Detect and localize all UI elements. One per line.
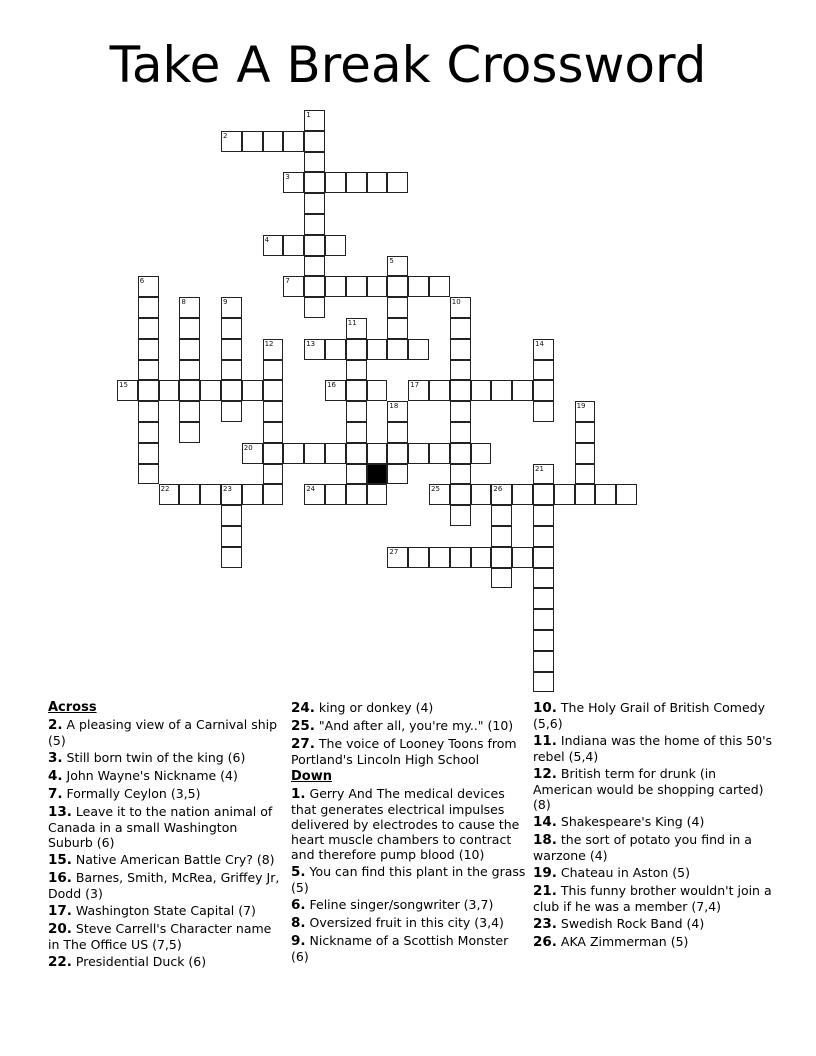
grid-cell[interactable] xyxy=(138,360,159,381)
grid-cell[interactable] xyxy=(575,401,596,422)
grid-cell[interactable] xyxy=(283,443,304,464)
grid-cell[interactable] xyxy=(533,484,554,505)
grid-cell[interactable] xyxy=(263,235,284,256)
grid-cell[interactable] xyxy=(575,422,596,443)
clue-down-12: 12. British term for drunk (in American would be shopping carted) (8) xyxy=(533,766,764,812)
grid-cell[interactable] xyxy=(450,464,471,485)
clue-across-2: 2. A pleasing view of a Carnival ship (5) xyxy=(48,717,278,748)
grid-cell[interactable] xyxy=(450,422,471,443)
grid-cell[interactable] xyxy=(283,276,304,297)
grid-cell[interactable] xyxy=(491,547,512,568)
clue-down-14: 14. Shakespeare's King (4) xyxy=(533,814,705,830)
clue-number: 17 xyxy=(410,381,420,390)
grid-cell[interactable] xyxy=(304,172,325,193)
grid-cell[interactable] xyxy=(450,547,471,568)
grid-cell[interactable] xyxy=(138,422,159,443)
grid-cell[interactable] xyxy=(179,360,200,381)
grid-cell[interactable] xyxy=(533,360,554,381)
clue-down-6: 6. Feline singer/songwriter (3,7) xyxy=(291,897,494,913)
grid-cell[interactable] xyxy=(263,131,284,152)
grid-cell[interactable] xyxy=(283,172,304,193)
clue-number: 8 xyxy=(181,298,186,307)
clue-number: 21 xyxy=(535,464,544,473)
grid-cell[interactable] xyxy=(387,256,408,277)
grid-cell[interactable] xyxy=(575,464,596,485)
clue-across-13: 13. Leave it to the nation animal of Canada in a small Washington Suburb (6) xyxy=(48,804,273,850)
page-title: Take A Break Crossword xyxy=(109,36,707,94)
grid-cell[interactable] xyxy=(408,339,429,360)
grid-cell[interactable] xyxy=(221,297,242,318)
grid-cell[interactable] xyxy=(304,235,325,256)
grid-cell[interactable] xyxy=(533,651,554,672)
grid-cell[interactable] xyxy=(304,214,325,235)
grid-cell[interactable] xyxy=(304,297,325,318)
grid-cell[interactable] xyxy=(138,401,159,422)
grid-cell[interactable] xyxy=(138,464,159,485)
grid-cell[interactable] xyxy=(450,484,471,505)
grid-cell[interactable] xyxy=(533,401,554,422)
clue-number: 22 xyxy=(160,485,170,494)
clue-number: 14 xyxy=(535,339,544,348)
crossword-grid xyxy=(117,110,647,700)
grid-cell[interactable] xyxy=(491,484,512,505)
grid-cell[interactable] xyxy=(387,318,408,339)
grid-cell[interactable] xyxy=(616,484,637,505)
grid-cell[interactable] xyxy=(159,484,180,505)
clue-number: 4 xyxy=(264,235,270,244)
grid-cell[interactable] xyxy=(387,297,408,318)
clue-number: 2 xyxy=(223,131,228,140)
grid-cell[interactable] xyxy=(346,339,367,360)
grid-cell[interactable] xyxy=(387,276,408,297)
grid-cell[interactable] xyxy=(450,297,471,318)
grid-cell[interactable] xyxy=(429,484,450,505)
grid-cell[interactable] xyxy=(304,256,325,277)
grid-cell[interactable] xyxy=(387,547,408,568)
grid-cell[interactable] xyxy=(304,484,325,505)
grid-cell[interactable] xyxy=(471,380,492,401)
grid-cell[interactable] xyxy=(138,297,159,318)
grid-cell[interactable] xyxy=(367,484,388,505)
clue-across-25: 25. "And after all, you're my.." (10) xyxy=(291,718,514,734)
grid-cell[interactable] xyxy=(367,172,388,193)
grid-cell[interactable] xyxy=(325,484,346,505)
grid-cell[interactable] xyxy=(242,443,263,464)
grid-cell[interactable] xyxy=(387,464,408,485)
clues-column-2 xyxy=(291,700,529,966)
grid-cell[interactable] xyxy=(263,401,284,422)
grid-cell[interactable] xyxy=(179,380,200,401)
grid-cell[interactable] xyxy=(263,380,284,401)
clue-number: 10 xyxy=(451,298,461,307)
clue-number: 6 xyxy=(139,277,145,286)
grid-cell[interactable] xyxy=(138,318,159,339)
grid-cell[interactable] xyxy=(325,235,346,256)
grid-cell[interactable] xyxy=(138,380,159,401)
grid-cell[interactable] xyxy=(533,339,554,360)
across-heading: Across xyxy=(48,700,97,715)
grid-cell[interactable] xyxy=(304,110,325,131)
grid-cell[interactable] xyxy=(304,276,325,297)
clue-across-3: 3. Still born twin of the king (6) xyxy=(48,750,246,766)
grid-cell[interactable] xyxy=(429,276,450,297)
clue-down-23: 23. Swedish Rock Band (4) xyxy=(533,916,705,932)
grid-cell[interactable] xyxy=(346,401,367,422)
grid-cell[interactable] xyxy=(221,360,242,381)
grid-cell[interactable] xyxy=(408,443,429,464)
grid-cell[interactable] xyxy=(387,401,408,422)
clue-number: 18 xyxy=(389,402,399,411)
grid-cell[interactable] xyxy=(346,422,367,443)
clue-down-11: 11. Indiana was the home of this 50's rebel (5,4) xyxy=(533,733,773,764)
grid-cell[interactable] xyxy=(512,547,533,568)
grid-cell[interactable] xyxy=(554,484,575,505)
grid-cell[interactable] xyxy=(179,339,200,360)
grid-cell[interactable] xyxy=(179,318,200,339)
grid-cell[interactable] xyxy=(408,276,429,297)
grid-cell[interactable] xyxy=(387,172,408,193)
grid-cell[interactable] xyxy=(325,172,346,193)
grid-cell[interactable] xyxy=(346,172,367,193)
grid-cell[interactable] xyxy=(242,380,263,401)
clue-across-7: 7. Formally Ceylon (3,5) xyxy=(48,786,201,802)
grid-cell[interactable] xyxy=(533,568,554,589)
grid-cell[interactable] xyxy=(346,484,367,505)
grid-cell[interactable] xyxy=(595,484,616,505)
grid-cell[interactable] xyxy=(491,380,512,401)
clue-number: 11 xyxy=(347,319,357,327)
clue-down-1: 1. Gerry And The medical devices that generates electrical impulses delivered by electrodes to cause the heart muscle chambers to contract and therefore pump blood (10) xyxy=(291,786,520,862)
clue-number: 19 xyxy=(576,402,586,411)
grid-cell[interactable] xyxy=(179,422,200,443)
grid-cell[interactable] xyxy=(221,401,242,422)
grid-cell[interactable] xyxy=(575,484,596,505)
clue-down-21: 21. This funny brother wouldn't join a club if he was a member (7,4) xyxy=(533,883,772,914)
grid-cell[interactable] xyxy=(533,588,554,609)
clue-down-19: 19. Chateau in Aston (5) xyxy=(533,865,690,881)
clue-number: 15 xyxy=(119,381,128,390)
grid-cell[interactable] xyxy=(221,505,242,526)
clue-number: 13 xyxy=(306,339,316,348)
grid-cell[interactable] xyxy=(304,152,325,173)
grid-cell[interactable] xyxy=(429,547,450,568)
down-heading: Down xyxy=(291,769,332,784)
clues-column-1 xyxy=(48,700,286,972)
grid-cell[interactable] xyxy=(387,422,408,443)
clue-number: 25 xyxy=(431,485,440,494)
grid-cell[interactable] xyxy=(533,380,554,401)
grid-cell[interactable] xyxy=(242,484,263,505)
grid-cell[interactable] xyxy=(450,443,471,464)
clue-number: 1 xyxy=(306,111,311,119)
clue-number: 9 xyxy=(223,298,228,307)
grid-cell[interactable] xyxy=(200,380,221,401)
grid-cell[interactable] xyxy=(159,380,180,401)
grid-cell[interactable] xyxy=(533,505,554,526)
grid-cell[interactable] xyxy=(283,235,304,256)
clue-number: 27 xyxy=(389,547,399,556)
grid-cell[interactable] xyxy=(304,131,325,152)
clue-across-17: 17. Washington State Capital (7) xyxy=(48,903,256,919)
grid-cell[interactable] xyxy=(346,360,367,381)
grid-cell[interactable] xyxy=(533,547,554,568)
grid-cell[interactable] xyxy=(179,401,200,422)
grid-cell[interactable] xyxy=(450,339,471,360)
grid-cell[interactable] xyxy=(221,380,242,401)
grid-cell[interactable] xyxy=(533,630,554,651)
grid-cell[interactable] xyxy=(304,193,325,214)
clue-number: 26 xyxy=(493,485,503,494)
clue-number: 3 xyxy=(285,173,290,182)
grid-cell[interactable] xyxy=(512,484,533,505)
grid-cell[interactable] xyxy=(221,484,242,505)
grid-cell[interactable] xyxy=(346,443,367,464)
clue-across-16: 16. Barnes, Smith, McRea, Griffey Jr, Dodd (3) xyxy=(48,870,280,901)
grid-cell[interactable] xyxy=(325,339,346,360)
grid-cell[interactable] xyxy=(429,443,450,464)
grid-cell[interactable] xyxy=(263,464,284,485)
grid-cell[interactable] xyxy=(346,276,367,297)
clue-number: 16 xyxy=(327,381,336,390)
grid-cell[interactable] xyxy=(491,505,512,526)
grid-cell[interactable] xyxy=(408,380,429,401)
grid-cell[interactable] xyxy=(263,339,284,360)
grid-cell[interactable] xyxy=(304,443,325,464)
grid-cell[interactable] xyxy=(263,422,284,443)
grid-cell[interactable] xyxy=(242,131,263,152)
clue-across-20: 20. Steve Carrell's Character name in The Office US (7,5) xyxy=(48,921,272,952)
grid-cell[interactable] xyxy=(450,380,471,401)
grid-cell[interactable] xyxy=(367,380,388,401)
grid-cell[interactable] xyxy=(533,609,554,630)
grid-cell[interactable] xyxy=(471,484,492,505)
grid-cell[interactable] xyxy=(450,360,471,381)
grid-cell[interactable] xyxy=(429,380,450,401)
grid-cell[interactable] xyxy=(491,526,512,547)
clue-across-15: 15. Native American Battle Cry? (8) xyxy=(48,852,275,868)
grid-cell[interactable] xyxy=(283,131,304,152)
grid-cell[interactable] xyxy=(387,443,408,464)
grid-cell[interactable] xyxy=(387,339,408,360)
clue-down-9: 9. Nickname of a Scottish Monster (6) xyxy=(291,933,509,964)
clue-number: 24 xyxy=(306,485,316,494)
clue-down-10: 10. The Holy Grail of British Comedy (5,6) xyxy=(533,700,765,731)
grid-cell[interactable] xyxy=(179,297,200,318)
grid-cell[interactable] xyxy=(533,464,554,485)
clue-across-22: 22. Presidential Duck (6) xyxy=(48,954,207,970)
grid-cell[interactable] xyxy=(346,380,367,401)
grid-cell[interactable] xyxy=(138,276,159,297)
clue-number: 5 xyxy=(389,256,394,265)
grid-cell[interactable] xyxy=(263,443,284,464)
grid-cell[interactable] xyxy=(304,339,325,360)
grid-cell[interactable] xyxy=(138,339,159,360)
grid-cell[interactable] xyxy=(450,318,471,339)
grid-cell[interactable] xyxy=(117,380,138,401)
grid-cell[interactable] xyxy=(138,443,159,464)
grid-cell[interactable] xyxy=(221,526,242,547)
grid-cell[interactable] xyxy=(450,401,471,422)
grid-cell[interactable] xyxy=(346,464,367,485)
clue-across-4: 4. John Wayne's Nickname (4) xyxy=(48,768,238,784)
grid-cell[interactable] xyxy=(367,339,388,360)
grid-cell[interactable] xyxy=(221,318,242,339)
grid-cell[interactable] xyxy=(221,339,242,360)
grid-cell[interactable] xyxy=(491,568,512,589)
grid-cell[interactable] xyxy=(533,672,554,693)
grid-cell[interactable] xyxy=(325,443,346,464)
grid-cell[interactable] xyxy=(221,547,242,568)
grid-cell[interactable] xyxy=(450,505,471,526)
clue-down-5: 5. You can find this plant in the grass (5) xyxy=(291,864,526,895)
grid-cell[interactable] xyxy=(512,380,533,401)
grid-cell[interactable] xyxy=(325,276,346,297)
clue-number: 23 xyxy=(223,485,232,494)
grid-cell[interactable] xyxy=(263,360,284,381)
grid-cell[interactable] xyxy=(367,443,388,464)
grid-cell[interactable] xyxy=(325,380,346,401)
clue-across-24: 24. king or donkey (4) xyxy=(291,700,434,716)
clue-number: 7 xyxy=(285,277,290,286)
grid-cell[interactable] xyxy=(200,484,221,505)
clue-down-8: 8. Oversized fruit in this city (3,4) xyxy=(291,915,504,931)
clue-number: 20 xyxy=(243,443,253,452)
grid-cell[interactable] xyxy=(575,443,596,464)
clue-across-27: 27. The voice of Looney Toons from Portland's Lincoln High School xyxy=(291,736,517,767)
clues-column-3 xyxy=(533,700,778,952)
grid-cell[interactable] xyxy=(471,547,492,568)
grid-cell[interactable] xyxy=(346,318,367,339)
grid-cell[interactable] xyxy=(471,443,492,464)
grid-cell[interactable] xyxy=(408,547,429,568)
black-cell xyxy=(367,464,388,485)
grid-cell[interactable] xyxy=(367,276,388,297)
grid-cell[interactable] xyxy=(179,484,200,505)
grid-cell[interactable] xyxy=(533,526,554,547)
clue-number: 12 xyxy=(264,339,274,348)
grid-cell[interactable] xyxy=(263,484,284,505)
clue-down-18: 18. the sort of potato you find in a warzone (4) xyxy=(533,832,752,863)
clue-down-26: 26. AKA Zimmerman (5) xyxy=(533,934,689,950)
grid-cell[interactable] xyxy=(221,131,242,152)
